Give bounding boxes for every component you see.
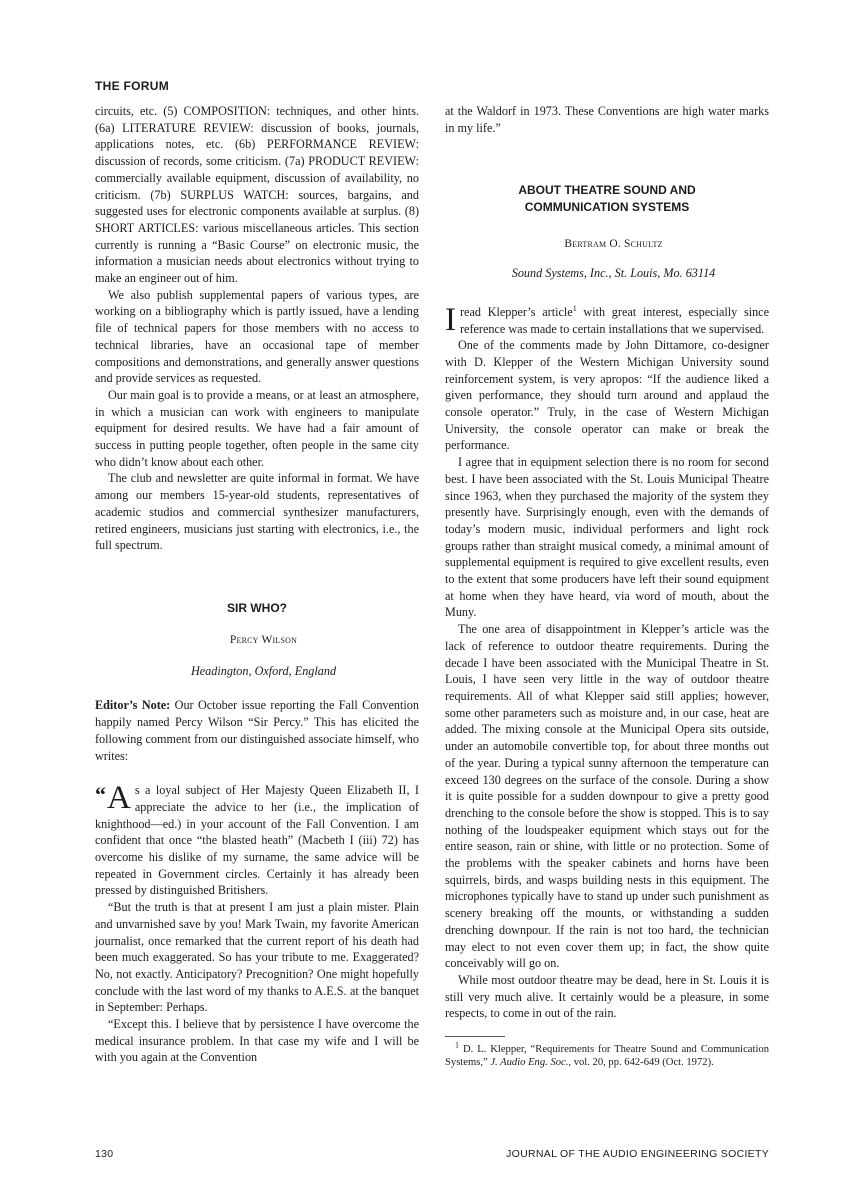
sir-who-affiliation: Headington, Oxford, England [190,663,337,678]
theatre-paragraph: One of the comments made by John Dittamore, co-designer with D. Klepper of the Western Michigan University sound reinforcement system, is very apropos: “If the audience liked a given performance, they should turn around and applaud the console operator.” Truly, in the case of Western Michigan University, the console operator can make or break the performance. [445,338,769,453]
theatre-first-paragraph: I read Klepper’s article$^1$ with great interest, especially since reference was made to certain installations that we supervised. [445,301,769,338]
left-column [95,103,419,1066]
page-number: 130 [95,1148,114,1160]
right-column [445,103,769,1069]
forum-paragraph: Our main goal is to provide a means, or at least an atmosphere, in which a musician can work with engineers to manipulate equipment for desired results. We have had a fair amount of success in putting people together, often people in the same city who didn’t know about each other. [95,387,419,469]
forum-paragraph: circuits, etc. (5) COMPOSITION: techniques, and other hints. (6a) LITERATURE REVIEW: discussion of books, journals, applications notes, etc. (6b) PERFORMANCE REVIEW: discussion of records, some criticism. (7a) PRODUCT REVIEW: commercially available equipment, discussion of availability, no criticism. (7b) SURPLUS WATCH: sources, bargains, and suggested uses for electronic components available at surplus. (8) SHORT ARTICLES: various miscellaneous articles. This section currently is running a “Basic Course” on electronic music, the information a musician needs about electronics without trying to make an engineer out of him. [95,104,419,286]
dropcap: I [445,301,456,338]
editor-note [95,697,419,764]
dropcap: “A [95,780,131,817]
sir-who-author: Percy Wilson [229,633,298,646]
sir-who-title: SIR WHO? [227,600,287,615]
forum-paragraph: We also publish supplemental papers of various types, are working on a bibliography which is partly issued, have a lending file of technical papers for those members with no access to technical libraries, have an occasional tape of member compositions and demonstrations, and generally answer questions and provide services as requested. [95,287,419,386]
footnote: $^1$ D. L. Klepper, “Requirements for Theatre Sound and Communication Systems,” J. Audio Eng. Soc., vol. 20, pp. 642-649 (Oct. 1972). [445,1040,769,1069]
running-head: THE FORUM [95,79,170,93]
footnote-ref: 1 [572,303,577,313]
editor-note-text: Our October issue reporting the Fall Convention happily named Percy Wilson “Sir Percy.” This has elicited the following comment from our distinguished associate himself, who writes: [95,698,419,763]
journal-name: JOURNAL OF THE AUDIO ENGINEERING SOCIETY [506,1148,769,1160]
letter-continuation: at the Waldorf in 1973. These Conventions are high water marks in my life.” [445,104,769,135]
letter-paragraph: “But the truth is that at present I am just a plain mister. Plain and unvarnished save by you! Mark Twain, my favorite American journalist, once remarked that the current report of his death had been much exaggerated. So has your tribute to me. Exaggerated? No, not exactly. Anticipatory? Precognition? One might hopefully conclude with the last word of my thanks to A.E.S. at the banquet in September: Perhaps. [95,900,419,1015]
footnote-divider [445,1036,505,1037]
theatre-paragraph: The one area of disappointment in Klepper’s article was the lack of reference to outdoor theatre requirements. During the decade I have been associated with the Municipal Theatre in St. Louis, I have seen very little in the way of outdoor theatre requirements. All of what Klepper said still applies; however, some other parameters such as moisture and, in our case, heat are added. The mixing console at the Municipal Opera sits outside, under an automobile convertible top, for about three months out of the year. During a typical sunny afternoon the temperature can exceed 130 degrees on the surface of the console. During a show it is quite possible for a sudden downpour to give a pretty good drenching to the console before the show is stopped. This is to say nothing of the loudspeaker equipment which stays out for the entire season, rain or shine, with little or no protection. Some of the problems with the speaker cabinets and horns have been squirrels, birds, and wasps building nests in this equipment. The microphones typically have to stand up under such punishment as scenery breaking off the mounts, or withstanding a sudden drenching downpour. If the rain is not too hard, the technician may elect to not even cover them up; in fact, the show quite conceivably will go on. [445,622,769,971]
editor-note-label: Editor’s Note: [95,698,171,713]
theatre-article-affiliation: Sound Systems, Inc., St. Louis, Mo. 63114 [511,266,716,281]
theatre-paragraph: While most outdoor theatre may be dead, here in St. Louis it is still very much alive. It certainly would be a pleasure, in some respects, to come in out of the rain. [445,972,769,1021]
letter-paragraph: “Except this. I believe that by persistence I have overcome the medical insurance problem. In that case my wife and I will be with you again at the Convention [95,1017,419,1065]
letter-first-paragraph: “A s a loyal subject of Her Majesty Queen Elizabeth II, I appreciate the advice to her (i.e., the implication of knighthood—ed.) in your account of the Fall Convention. I am confident that once “the blasted heath” (Macbeth I (iii) 72) has overcome his dislike of my surname, the same advice will be repeated in Government circles. Certainly it has already been pressed by distinguished Britishers. [95,780,419,898]
open-quote: “ [95,782,106,808]
theatre-article-author: Bertram O. Schultz [564,238,663,251]
forum-paragraph: The club and newsletter are quite informal in format. We have among our members 15-year-old students, representatives of academic studios and commercial synthesizer manufacturers, retired engineers, musicians just starting with electronics, i.e., the full spectrum. [95,471,419,553]
theatre-paragraph: I agree that in equipment selection there is no room for second best. I have been associated with the St. Louis Municipal Theatre since 1963, when they purchased the majority of the system they presently have. Surprisingly enough, even with the demands of today’s modern music, individual performers and light rock groups rather than straight musical comedy, a minimal amount of supplemental equipment is required to give excellent results, even to the extent that some producers have left their sound equipment at home when they have heard, via word of mouth, about the Muny. [445,455,769,620]
theatre-article-title: ABOUT THEATRE SOUND AND COMMUNICATION SYSTEMS [518,183,696,215]
